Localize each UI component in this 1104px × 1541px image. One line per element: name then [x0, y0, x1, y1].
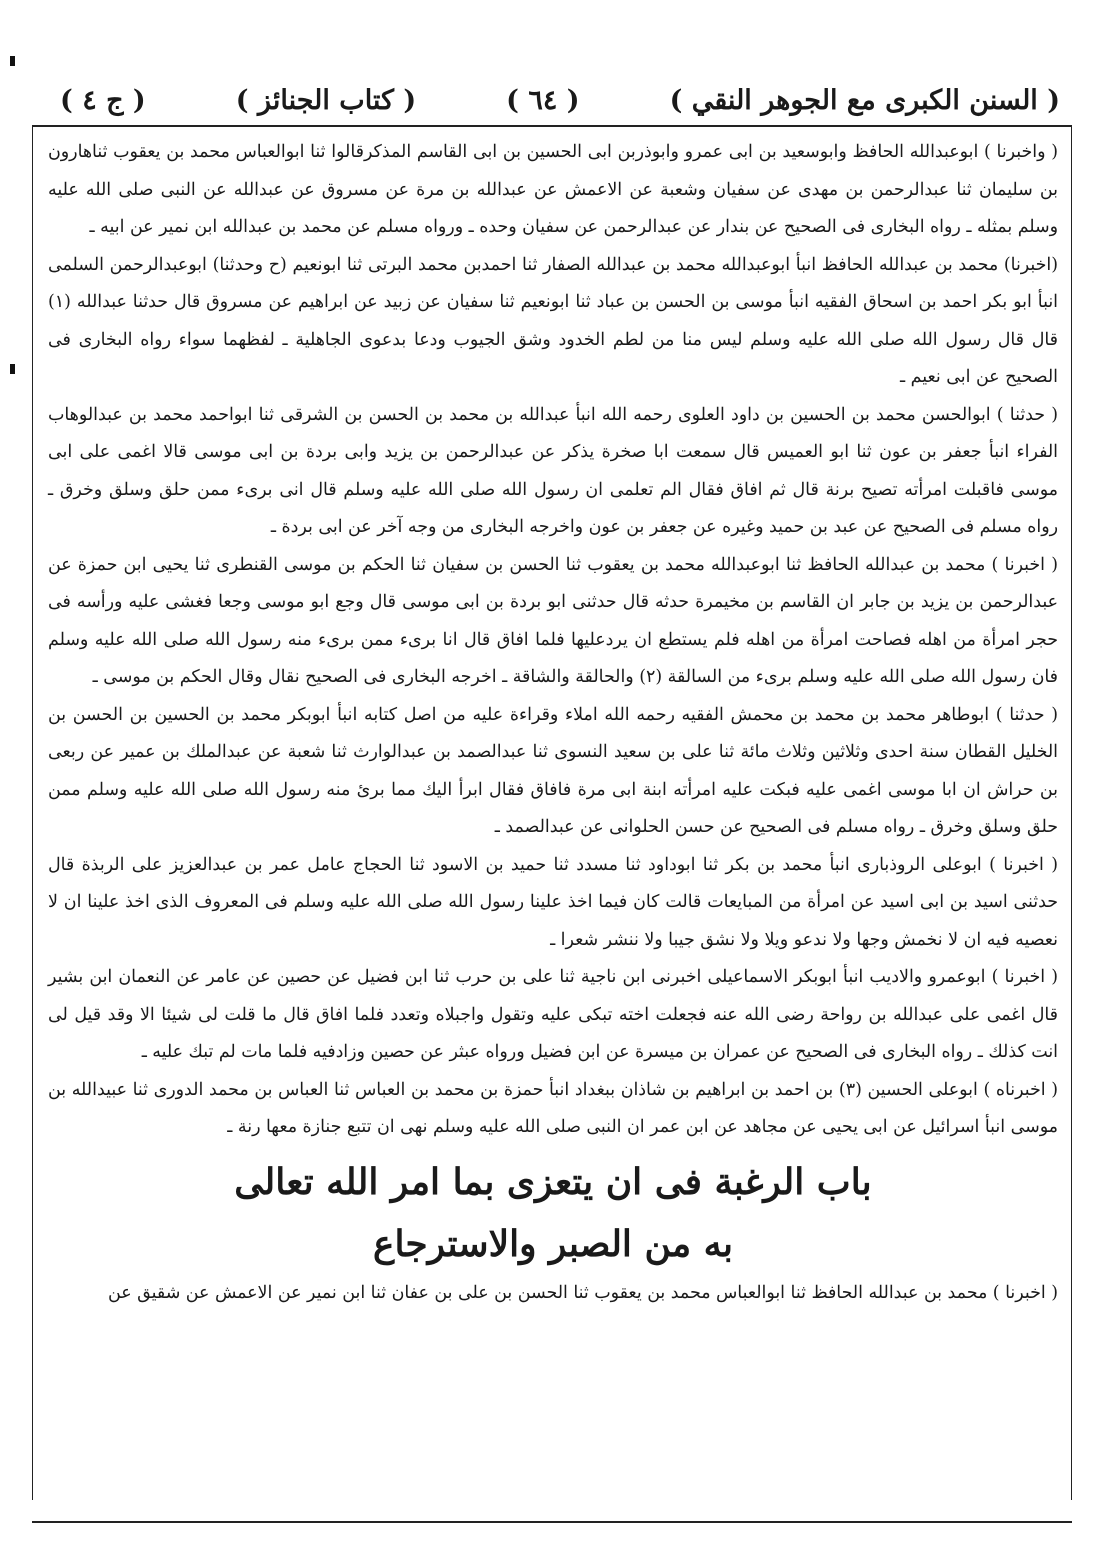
section-title: ( كتاب الجنائز ): [235, 84, 417, 116]
page-body: [48, 134, 1058, 1312]
hadith-paragraph: ( حدثنا ) ابوالحسن محمد بن الحسين بن داود العلوى رحمه الله انبأ عبدالله بن محمد بن الحسن بن الشرقى ثنا ابواحمد محمد بن عبدالوهاب الفراء انبأ جعفر بن عون ثنا ابو العميس قال سمعت ابا صخرة يذكر عن عبدالرحمن بن يزيد وابى بردة بن ابى موسى قالا اغمى على ابى موسى فاقبلت امرأته تصيح برنة قال ثم افاق فقال الم تعلمى ان رسول الله صلى الله عليه وسلم قال انى برىء ممن حلق وسلق وخرق ـ رواه مسلم فى الصحيح عن عبد بن حميد وغيره عن جعفر بن عون واخرجه البخارى من وجه آخر عن ابى بردة ـ: [48, 404, 1058, 537]
hadith-paragraph: ( واخبرنا ) ابوعبدالله الحافظ وابوسعيد بن ابى عمرو وابوذربن ابى الحسين بن ابى القاسم المذكرقالوا ثنا ابوالعباس محمد بن يعقوب ثناهارون بن سليمان ثنا عبدالرحمن بن مهدى عن سفيان وشعبة عن الاعمش عن عبدالله بن مرة عن مسروق عن عبدالله عن النبى صلى الله عليه وسلم بمثله ـ رواه البخارى فى الصحيح عن بندار عن عبدالرحمن عن سفيان وحده ـ ورواه مسلم عن محمد بن عبدالله ابن نمير عن ابيه ـ: [48, 142, 1058, 237]
bottom-rule: [32, 1521, 1072, 1523]
volume-number: ( ج ٤ ): [60, 84, 146, 116]
hadith-paragraph: ( اخبرناه ) ابوعلى الحسين (٣) بن احمد بن ابراهيم بن شاذان ببغداد انبأ حمزة بن محمد بن العباس ثنا العباس بن محمد الدورى ثنا عبيدالله بن موسى انبأ اسرائيل عن ابى يحيى عن مجاهد عن ابن عمر ان النبى صلى الله عليه وسلم نهى ان تتبع جنازة معها رنة ـ: [48, 1079, 1058, 1137]
hadith-paragraph: ( اخبرنا ) ابوعلى الروذبارى انبأ محمد بن بكر ثنا ابوداود ثنا مسدد ثنا حميد بن الاسود ثنا الحجاج عامل عمر بن عبدالعزيز على الربذة قال حدثنى اسيد بن ابى اسيد عن امرأة من المبايعات قالت كان فيما اخذ علينا رسول الله صلى الله عليه وسلم فى المعروف الذى اخذ علينا ان لا نعصيه فيه ان لا نخمش وجها ولا ندعو ويلا ولا نشق جيبا ولا ننشر شعرا ـ: [48, 854, 1058, 950]
book-title: ( السنن الكبرى مع الجوهر النقي ): [669, 84, 1060, 116]
page-header: [60, 82, 1060, 118]
page-number: ( ٦٤ ): [506, 84, 580, 116]
hadith-paragraph-last: ( اخبرنا ) محمد بن عبدالله الحافظ ثنا ابوالعباس محمد بن يعقوب ثنا الحسن بن على بن عفان ثنا ابن نمير عن الاعمش عن شقيق عن: [108, 1282, 1058, 1303]
hadith-paragraph: ( اخبرنا ) محمد بن عبدالله الحافظ ثنا ابوعبدالله محمد بن يعقوب ثنا الحسن بن سفيان ثنا الحكم بن موسى القنطرى ثنا يحيى ابن حمزة عن عبدالرحمن بن يزيد بن جابر ان القاسم بن مخيمرة حدثه قال حدثنى ابو بردة بن ابى موسى قال وجع ابو موسى وجعا فغشى عليه ورأسه فى حجر امرأة من اهله فصاحت امرأة من اهله فلم يستطع ان يردعليها فلما افاق قال انا برىء ممن برىء منه رسول الله صلى الله عليه وسلم فان رسول الله صلى الله عليه وسلم برىء من السالقة (٢) والحالقة والشاقة ـ اخرجه البخارى فى الصحيح نقال وقال الحكم بن موسى ـ: [48, 554, 1058, 687]
hadith-paragraph: ( اخبرنا ) ابوعمرو والاديب انبأ ابوبكر الاسماعيلى اخبرنى ابن ناجية ثنا على بن حرب ثنا ابن فضيل عن حصين عن عامر عن النعمان ابن بشير قال اغمى على عبدالله بن رواحة رضى الله عنه فجعلت اخته تبكى عليه وتقول واجبلاه وتعدد فلما افاق قال ما قلت لى شيئا الا وقد قيل لى انت كذلك ـ رواه البخارى فى الصحيح عن عمران بن ميسرة عن ابن فضيل ورواه عبثر عن حصين وزادفيه فلما مات لم تبك عليه ـ: [48, 967, 1059, 1062]
hadith-paragraph: ( حدثنا ) ابوطاهر محمد بن محمد بن محمش الفقيه رحمه الله املاء وقراءة عليه من اصل كتابه انبأ ابوبكر محمد بن الحسين بن الحسن بن الخليل القطان سنة احدى وثلاثين وثلاث مائة ثنا على بن سعيد النسوى ثنا عبدالصمد بن عبدالوارث ثنا شعبة عن عبدالملك بن عمير عن ربعى بن حراش ان ابا موسى اغمى عليه فبكت عليه امرأته ابنة ابى مرة فافاق فقال ابرأ اليك مما برئ منه رسول الله صلى الله عليه وسلم ممن حلق وسلق وخرق ـ رواه مسلم فى الصحيح عن حسن الحلوانى عن عبدالصمد ـ: [48, 704, 1058, 837]
chapter-heading-line1: باب الرغبة فى ان يتعزى بما امر الله تعالى: [234, 1160, 872, 1203]
chapter-heading-line2: به من الصبر والاسترجاع: [372, 1222, 734, 1265]
scan-mark-middle: [10, 364, 15, 374]
scan-mark-top: [10, 56, 15, 66]
hadith-paragraph: (اخبرنا) محمد بن عبدالله الحافظ انبأ ابوعبدالله محمد بن عبدالله الصفار ثنا احمدبن محمد البرتى ثنا ابونعيم (ح وحدثنا) ابوعبدالرحمن السلمى انبأ ابو بكر احمد بن اسحاق الفقيه انبأ موسى بن الحسن بن عباد ثنا ابونعيم ثنا سفيان عن زبيد عن ابراهيم عن مسروق قال حدثنا عبدالله (١) قال قال رسول الله صلى الله عليه وسلم ليس منا من لطم الخدود وشق الجيوب ودعا بدعوى الجاهلية ـ لفظهما سواء رواه البخارى فى الصحيح عن ابى نعيم ـ: [48, 254, 1058, 387]
chapter-heading: [48, 1151, 1058, 1275]
